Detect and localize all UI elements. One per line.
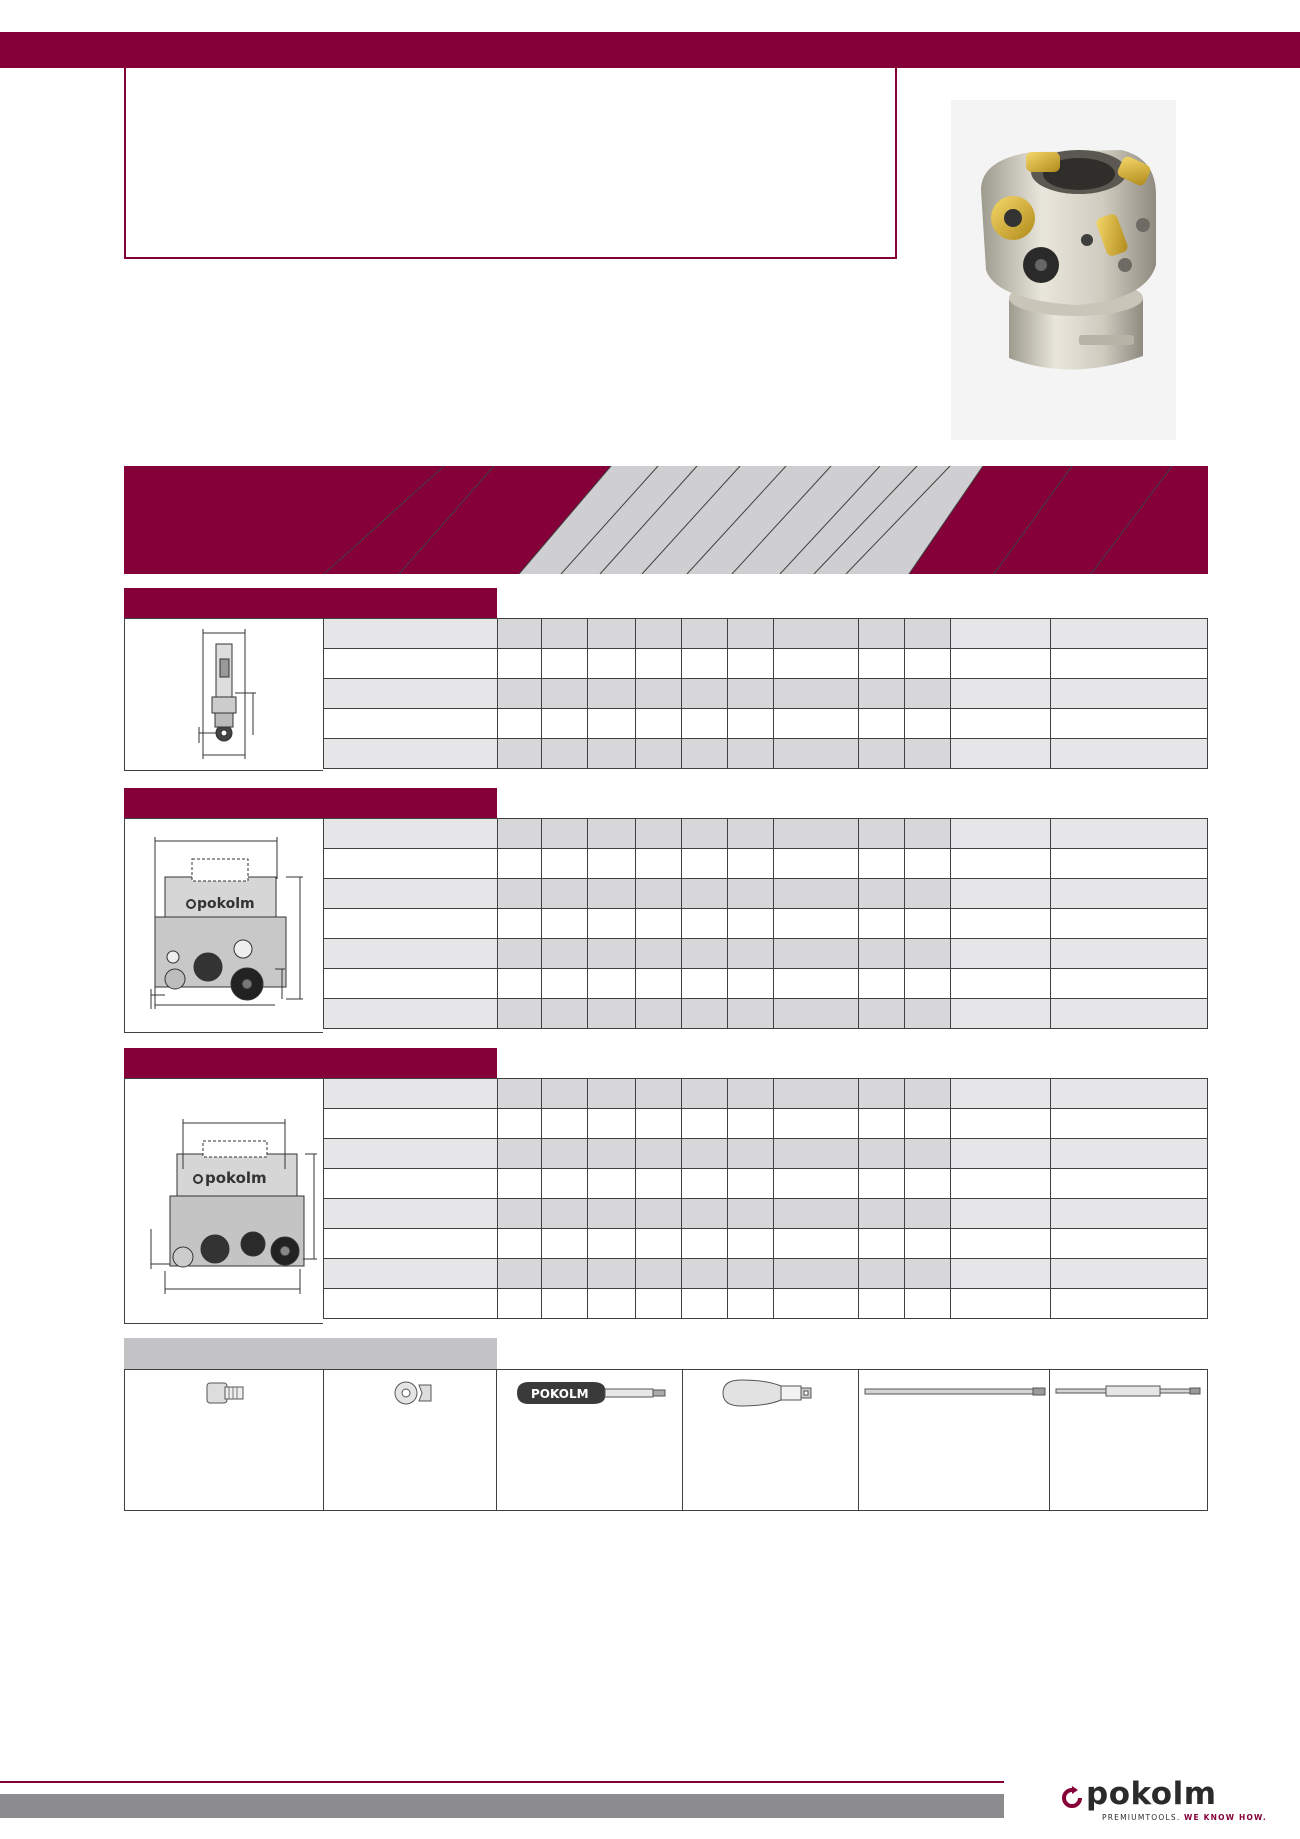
table-row (324, 819, 1208, 849)
table-row (324, 999, 1208, 1029)
title-box (124, 68, 897, 259)
torque-handle-icon (719, 1376, 823, 1410)
table-row (324, 909, 1208, 939)
top-bar (0, 32, 1300, 68)
arbor-shank-cutter-drawing (125, 619, 322, 770)
shell-mill-cutter-drawing (125, 819, 322, 1032)
table-header-band (124, 466, 1208, 574)
table-row (324, 1079, 1208, 1109)
logo-mark-icon (1060, 1786, 1084, 1810)
section-3-diagram-cell (124, 1078, 323, 1324)
table-row (324, 1169, 1208, 1199)
section-2-diagram-cell (124, 818, 323, 1033)
accessories-header (124, 1338, 497, 1369)
product-photo (951, 100, 1176, 440)
shell-mill-cutter-large-drawing (125, 1079, 322, 1323)
footer-bar (0, 1794, 1004, 1818)
table-row (324, 1199, 1208, 1229)
tagline-part-a: PREMIUMTOOLS. (1102, 1813, 1181, 1822)
section-2-header (124, 788, 497, 818)
torx-screwdriver-icon (513, 1378, 673, 1408)
table-row (324, 1139, 1208, 1169)
accessory-torque-handle (683, 1370, 859, 1510)
table-row (324, 739, 1208, 769)
table-row (324, 619, 1208, 649)
pokolm-logo (1058, 1776, 1267, 1824)
table-row (324, 879, 1208, 909)
svg-text:pokolm: pokolm (205, 1169, 267, 1187)
accessory-long-blade-key (859, 1370, 1051, 1510)
table-row (324, 649, 1208, 679)
footer-line (0, 1781, 1004, 1783)
table-row (324, 849, 1208, 879)
section-1-diagram-cell (124, 618, 323, 771)
accessory-round-insert (324, 1370, 498, 1510)
torque-bit-icon (1054, 1384, 1204, 1398)
table-row (324, 1289, 1208, 1319)
table-row (324, 709, 1208, 739)
table-row (324, 679, 1208, 709)
logo-tagline (1102, 1813, 1267, 1822)
table-row (324, 1109, 1208, 1139)
long-blade-key-icon (863, 1386, 1047, 1398)
section-3-table (323, 1078, 1208, 1319)
accessory-torx-screwdriver (497, 1370, 683, 1510)
table-row (324, 1229, 1208, 1259)
table-row (324, 1259, 1208, 1289)
section-3-header (124, 1048, 497, 1078)
svg-text:pokolm: pokolm (197, 896, 255, 912)
accessory-torque-bit (1050, 1370, 1207, 1510)
tagline-part-b: WE KNOW HOW. (1184, 1813, 1267, 1822)
accessories-table (124, 1369, 1208, 1511)
table-row (324, 969, 1208, 999)
clamping-screw-icon (203, 1380, 247, 1406)
section-1-header (124, 588, 497, 618)
accessory-clamping-screw (125, 1370, 324, 1510)
section-1-table (323, 618, 1208, 769)
screwdriver-brand-label: POKOLM (531, 1387, 589, 1401)
section-2-table (323, 818, 1208, 1029)
table-row (324, 939, 1208, 969)
logo-wordmark: pokolm (1086, 1776, 1217, 1812)
round-insert-icon (392, 1379, 434, 1407)
